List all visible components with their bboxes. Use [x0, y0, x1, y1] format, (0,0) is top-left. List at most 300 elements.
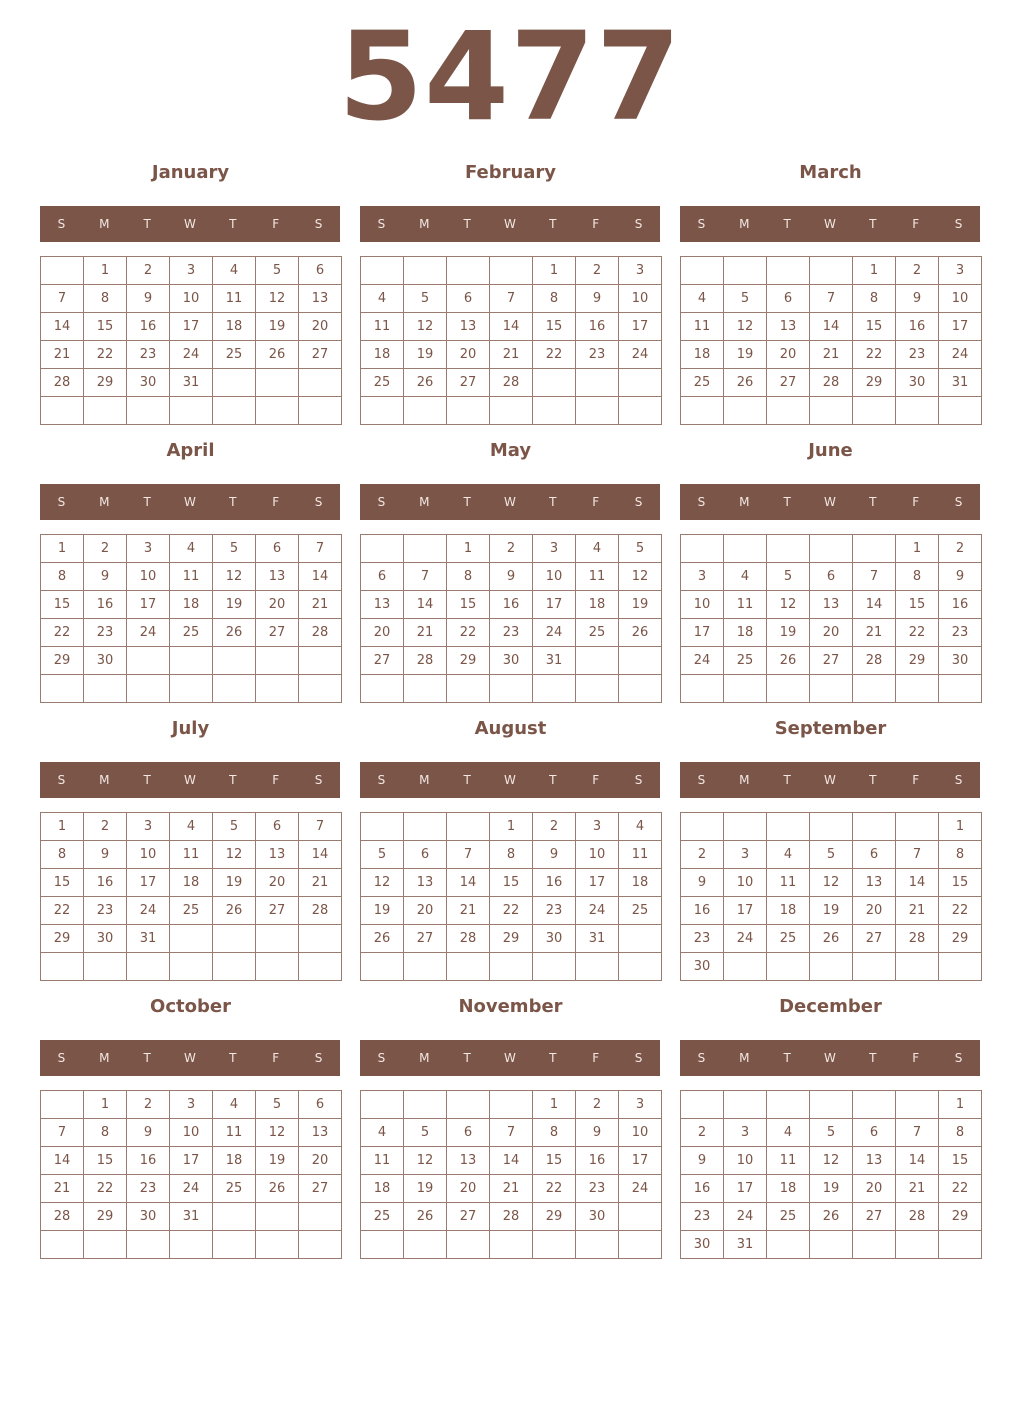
day-cell: 2 — [489, 534, 533, 563]
day-cell: 9 — [126, 284, 170, 313]
day-cell — [809, 1090, 853, 1119]
month-november — [360, 990, 661, 1260]
day-cell: 27 — [255, 618, 299, 647]
day-cell: 20 — [403, 896, 447, 925]
day-cell: 19 — [212, 590, 256, 619]
day-cell: 10 — [723, 1146, 767, 1175]
weekday-header — [40, 206, 340, 242]
day-cell: 1 — [532, 256, 576, 285]
day-cell: 17 — [575, 868, 619, 897]
month-name: August — [474, 718, 547, 739]
day-cell: 16 — [83, 868, 127, 897]
day-cell: 21 — [489, 1174, 533, 1203]
day-cell: 21 — [852, 618, 896, 647]
day-cell: 21 — [895, 1174, 939, 1203]
day-cell: 21 — [40, 340, 84, 369]
day-cell — [169, 952, 213, 981]
day-cell: 1 — [895, 534, 939, 563]
day-cell: 28 — [809, 368, 853, 397]
day-cell: 23 — [126, 1174, 170, 1203]
day-cell: 1 — [938, 1090, 982, 1119]
day-cell — [809, 812, 853, 841]
day-cell: 30 — [532, 924, 576, 953]
day-cell: 16 — [489, 590, 533, 619]
weekday-header — [360, 206, 660, 242]
month-january — [40, 156, 341, 426]
day-cell: 19 — [809, 1174, 853, 1203]
day-cell: 18 — [169, 868, 213, 897]
day-cell — [298, 1202, 342, 1231]
day-cell: 3 — [532, 534, 576, 563]
weekday-label: S — [697, 1051, 706, 1065]
day-cell: 22 — [938, 1174, 982, 1203]
day-cell: 2 — [126, 256, 170, 285]
day-cell: 7 — [895, 840, 939, 869]
day-cell: 3 — [723, 840, 767, 869]
day-cell — [255, 1230, 299, 1259]
day-cell: 10 — [126, 840, 170, 869]
day-cell — [446, 812, 490, 841]
day-cell: 27 — [446, 368, 490, 397]
day-cell: 11 — [169, 840, 213, 869]
day-cell: 3 — [575, 812, 619, 841]
day-cell: 14 — [895, 868, 939, 897]
day-cell — [766, 674, 810, 703]
day-cell: 5 — [618, 534, 662, 563]
day-cell — [489, 396, 533, 425]
weekday-label: T — [783, 773, 791, 787]
weekday-label: T — [869, 495, 877, 509]
day-cell: 18 — [212, 1146, 256, 1175]
day-cell — [126, 1230, 170, 1259]
day-cell: 8 — [532, 284, 576, 313]
day-cell: 13 — [446, 1146, 490, 1175]
day-cell: 30 — [938, 646, 982, 675]
day-cell — [680, 396, 724, 425]
month-april — [40, 434, 341, 704]
day-cell: 28 — [852, 646, 896, 675]
day-cell: 5 — [766, 562, 810, 591]
day-cell: 9 — [680, 868, 724, 897]
day-cell: 15 — [532, 1146, 576, 1175]
day-cell: 14 — [489, 312, 533, 341]
day-cell — [723, 396, 767, 425]
month-august — [360, 712, 661, 982]
day-cell: 18 — [680, 340, 724, 369]
day-cell: 22 — [852, 340, 896, 369]
day-cell: 17 — [169, 1146, 213, 1175]
day-cell: 3 — [723, 1118, 767, 1147]
weekday-label: F — [592, 495, 600, 509]
day-cell — [618, 924, 662, 953]
day-cell: 11 — [212, 1118, 256, 1147]
weekday-label: M — [419, 495, 430, 509]
month-name: January — [151, 162, 230, 183]
day-cell: 24 — [938, 340, 982, 369]
day-cell — [895, 1230, 939, 1259]
month-name: June — [808, 440, 853, 461]
weekday-label: S — [57, 773, 66, 787]
day-cell: 4 — [618, 812, 662, 841]
day-cell: 17 — [618, 312, 662, 341]
weekday-label: W — [824, 495, 836, 509]
month-name: March — [799, 162, 862, 183]
day-cell: 10 — [618, 1118, 662, 1147]
day-cell — [126, 674, 170, 703]
day-cell — [40, 396, 84, 425]
weekday-label: W — [824, 1051, 836, 1065]
days-grid — [680, 534, 981, 703]
weekday-label: F — [592, 217, 600, 231]
day-cell: 12 — [403, 312, 447, 341]
day-cell: 8 — [938, 1118, 982, 1147]
day-cell: 9 — [489, 562, 533, 591]
month-name: April — [166, 440, 215, 461]
weekday-header — [40, 1040, 340, 1076]
day-cell: 5 — [403, 1118, 447, 1147]
day-cell — [403, 674, 447, 703]
day-cell — [618, 396, 662, 425]
day-cell: 10 — [575, 840, 619, 869]
weekday-label: S — [954, 1051, 963, 1065]
day-cell: 24 — [723, 1202, 767, 1231]
day-cell — [40, 1230, 84, 1259]
day-cell: 25 — [766, 924, 810, 953]
day-cell: 19 — [403, 340, 447, 369]
day-cell: 26 — [809, 924, 853, 953]
days-grid — [360, 812, 661, 981]
day-cell: 20 — [809, 618, 853, 647]
weekday-label: S — [314, 495, 323, 509]
month-name: May — [489, 440, 532, 461]
day-cell — [255, 674, 299, 703]
day-cell: 20 — [255, 590, 299, 619]
day-cell: 17 — [126, 590, 170, 619]
weekday-label: T — [549, 773, 557, 787]
day-cell — [83, 674, 127, 703]
day-cell: 1 — [40, 534, 84, 563]
day-cell: 30 — [895, 368, 939, 397]
month-december — [680, 990, 981, 1260]
weekday-label: W — [504, 1051, 516, 1065]
day-cell: 25 — [360, 1202, 404, 1231]
day-cell: 26 — [255, 340, 299, 369]
day-cell: 6 — [255, 534, 299, 563]
day-cell: 2 — [680, 1118, 724, 1147]
weekday-label: S — [697, 217, 706, 231]
day-cell — [360, 812, 404, 841]
day-cell: 12 — [255, 284, 299, 313]
day-cell: 6 — [446, 284, 490, 313]
weekday-label: W — [184, 217, 196, 231]
day-cell: 31 — [938, 368, 982, 397]
weekday-header — [680, 762, 980, 798]
day-cell: 8 — [446, 562, 490, 591]
weekday-label: F — [272, 1051, 280, 1065]
day-cell — [403, 812, 447, 841]
month-name: July — [171, 718, 210, 739]
day-cell: 7 — [809, 284, 853, 313]
day-cell: 15 — [895, 590, 939, 619]
day-cell: 12 — [360, 868, 404, 897]
day-cell: 7 — [895, 1118, 939, 1147]
month-july — [40, 712, 341, 982]
weekday-header — [40, 484, 340, 520]
day-cell: 3 — [680, 562, 724, 591]
day-cell: 23 — [126, 340, 170, 369]
day-cell: 12 — [212, 562, 256, 591]
day-cell: 22 — [40, 896, 84, 925]
weekday-label: T — [783, 1051, 791, 1065]
weekday-label: S — [954, 495, 963, 509]
day-cell — [852, 1230, 896, 1259]
weekday-label: S — [57, 217, 66, 231]
day-cell: 24 — [126, 618, 170, 647]
day-cell — [298, 674, 342, 703]
day-cell: 30 — [680, 952, 724, 981]
day-cell: 25 — [360, 368, 404, 397]
day-cell: 15 — [938, 1146, 982, 1175]
days-grid — [40, 812, 341, 981]
day-cell: 17 — [680, 618, 724, 647]
day-cell: 9 — [575, 1118, 619, 1147]
day-cell: 17 — [126, 868, 170, 897]
day-cell — [298, 396, 342, 425]
day-cell: 29 — [489, 924, 533, 953]
day-cell — [403, 256, 447, 285]
weekday-label: W — [184, 773, 196, 787]
day-cell: 27 — [852, 924, 896, 953]
day-cell: 16 — [575, 312, 619, 341]
day-cell — [895, 396, 939, 425]
weekday-header — [360, 1040, 660, 1076]
month-march — [680, 156, 981, 426]
day-cell: 16 — [680, 896, 724, 925]
weekday-label: S — [634, 773, 643, 787]
day-cell: 16 — [532, 868, 576, 897]
day-cell — [766, 256, 810, 285]
weekday-label: T — [143, 1051, 151, 1065]
day-cell: 21 — [446, 896, 490, 925]
day-cell: 6 — [298, 1090, 342, 1119]
day-cell: 9 — [938, 562, 982, 591]
day-cell: 12 — [255, 1118, 299, 1147]
day-cell: 9 — [680, 1146, 724, 1175]
day-cell: 3 — [126, 812, 170, 841]
day-cell: 10 — [618, 284, 662, 313]
day-cell: 5 — [212, 812, 256, 841]
day-cell: 15 — [40, 590, 84, 619]
day-cell: 15 — [489, 868, 533, 897]
day-cell: 4 — [169, 534, 213, 563]
weekday-label: F — [912, 495, 920, 509]
weekday-label: S — [634, 1051, 643, 1065]
day-cell — [723, 256, 767, 285]
weekday-label: W — [184, 1051, 196, 1065]
day-cell: 17 — [723, 896, 767, 925]
weekday-label: M — [739, 217, 750, 231]
day-cell: 30 — [83, 924, 127, 953]
day-cell: 14 — [809, 312, 853, 341]
day-cell: 19 — [809, 896, 853, 925]
day-cell — [852, 952, 896, 981]
weekday-label: T — [869, 217, 877, 231]
day-cell: 21 — [809, 340, 853, 369]
day-cell: 13 — [766, 312, 810, 341]
day-cell: 8 — [83, 1118, 127, 1147]
day-cell: 3 — [169, 1090, 213, 1119]
day-cell — [938, 1230, 982, 1259]
day-cell: 6 — [403, 840, 447, 869]
day-cell: 7 — [298, 812, 342, 841]
day-cell: 22 — [895, 618, 939, 647]
day-cell — [809, 256, 853, 285]
day-cell: 18 — [618, 868, 662, 897]
day-cell — [298, 646, 342, 675]
weekday-label: S — [57, 1051, 66, 1065]
weekday-label: F — [272, 217, 280, 231]
day-cell — [489, 1090, 533, 1119]
day-cell — [489, 674, 533, 703]
day-cell: 15 — [83, 312, 127, 341]
day-cell — [680, 256, 724, 285]
day-cell — [298, 1230, 342, 1259]
day-cell: 17 — [532, 590, 576, 619]
day-cell — [852, 396, 896, 425]
day-cell — [575, 368, 619, 397]
weekday-label: T — [143, 773, 151, 787]
day-cell: 9 — [126, 1118, 170, 1147]
day-cell: 31 — [169, 368, 213, 397]
day-cell: 31 — [126, 924, 170, 953]
day-cell: 21 — [40, 1174, 84, 1203]
day-cell: 2 — [575, 1090, 619, 1119]
month-february — [360, 156, 661, 426]
day-cell — [809, 534, 853, 563]
day-cell — [83, 396, 127, 425]
day-cell: 6 — [446, 1118, 490, 1147]
day-cell: 27 — [809, 646, 853, 675]
day-cell — [489, 952, 533, 981]
day-cell — [446, 1230, 490, 1259]
day-cell: 29 — [895, 646, 939, 675]
day-cell: 2 — [532, 812, 576, 841]
day-cell: 9 — [895, 284, 939, 313]
day-cell — [40, 1090, 84, 1119]
day-cell: 7 — [298, 534, 342, 563]
day-cell: 18 — [169, 590, 213, 619]
day-cell: 20 — [852, 1174, 896, 1203]
day-cell — [618, 674, 662, 703]
day-cell: 15 — [532, 312, 576, 341]
day-cell: 20 — [852, 896, 896, 925]
day-cell: 2 — [83, 534, 127, 563]
weekday-label: S — [377, 1051, 386, 1065]
weekday-label: M — [739, 495, 750, 509]
days-grid — [40, 534, 341, 703]
day-cell — [766, 1230, 810, 1259]
day-cell: 10 — [532, 562, 576, 591]
day-cell — [575, 952, 619, 981]
day-cell: 25 — [212, 1174, 256, 1203]
day-cell: 5 — [809, 840, 853, 869]
day-cell: 20 — [446, 1174, 490, 1203]
day-cell: 9 — [83, 562, 127, 591]
weekday-label: F — [592, 773, 600, 787]
day-cell — [212, 924, 256, 953]
day-cell — [532, 952, 576, 981]
month-name: February — [464, 162, 557, 183]
day-cell: 24 — [126, 896, 170, 925]
day-cell: 31 — [723, 1230, 767, 1259]
weekday-label: T — [229, 495, 237, 509]
weekday-header — [40, 762, 340, 798]
day-cell: 22 — [532, 1174, 576, 1203]
day-cell: 21 — [298, 868, 342, 897]
weekday-label: S — [634, 217, 643, 231]
day-cell: 13 — [298, 1118, 342, 1147]
weekday-label: S — [954, 773, 963, 787]
day-cell — [446, 396, 490, 425]
day-cell: 30 — [83, 646, 127, 675]
day-cell: 8 — [938, 840, 982, 869]
day-cell: 25 — [680, 368, 724, 397]
day-cell: 24 — [618, 340, 662, 369]
day-cell: 16 — [938, 590, 982, 619]
day-cell: 22 — [938, 896, 982, 925]
day-cell: 1 — [532, 1090, 576, 1119]
day-cell: 28 — [489, 368, 533, 397]
weekday-label: T — [463, 495, 471, 509]
day-cell — [255, 396, 299, 425]
day-cell: 13 — [403, 868, 447, 897]
day-cell: 22 — [83, 340, 127, 369]
day-cell — [212, 1202, 256, 1231]
day-cell — [255, 646, 299, 675]
month-name: October — [150, 996, 231, 1017]
days-grid — [40, 1090, 341, 1259]
day-cell: 30 — [680, 1230, 724, 1259]
day-cell: 11 — [723, 590, 767, 619]
day-cell: 1 — [83, 1090, 127, 1119]
day-cell: 17 — [169, 312, 213, 341]
day-cell: 16 — [126, 1146, 170, 1175]
day-cell: 12 — [809, 868, 853, 897]
day-cell: 9 — [532, 840, 576, 869]
day-cell: 25 — [723, 646, 767, 675]
day-cell — [618, 1230, 662, 1259]
day-cell: 23 — [575, 1174, 619, 1203]
day-cell — [680, 534, 724, 563]
day-cell: 29 — [83, 1202, 127, 1231]
day-cell: 21 — [403, 618, 447, 647]
weekday-label: T — [229, 773, 237, 787]
day-cell: 26 — [766, 646, 810, 675]
month-name: September — [774, 718, 887, 739]
day-cell: 20 — [446, 340, 490, 369]
day-cell: 21 — [489, 340, 533, 369]
day-cell: 1 — [938, 812, 982, 841]
day-cell: 3 — [126, 534, 170, 563]
day-cell: 31 — [575, 924, 619, 953]
day-cell: 24 — [532, 618, 576, 647]
day-cell: 29 — [40, 646, 84, 675]
day-cell: 19 — [723, 340, 767, 369]
day-cell — [298, 924, 342, 953]
day-cell: 25 — [618, 896, 662, 925]
day-cell — [723, 534, 767, 563]
day-cell: 29 — [40, 924, 84, 953]
